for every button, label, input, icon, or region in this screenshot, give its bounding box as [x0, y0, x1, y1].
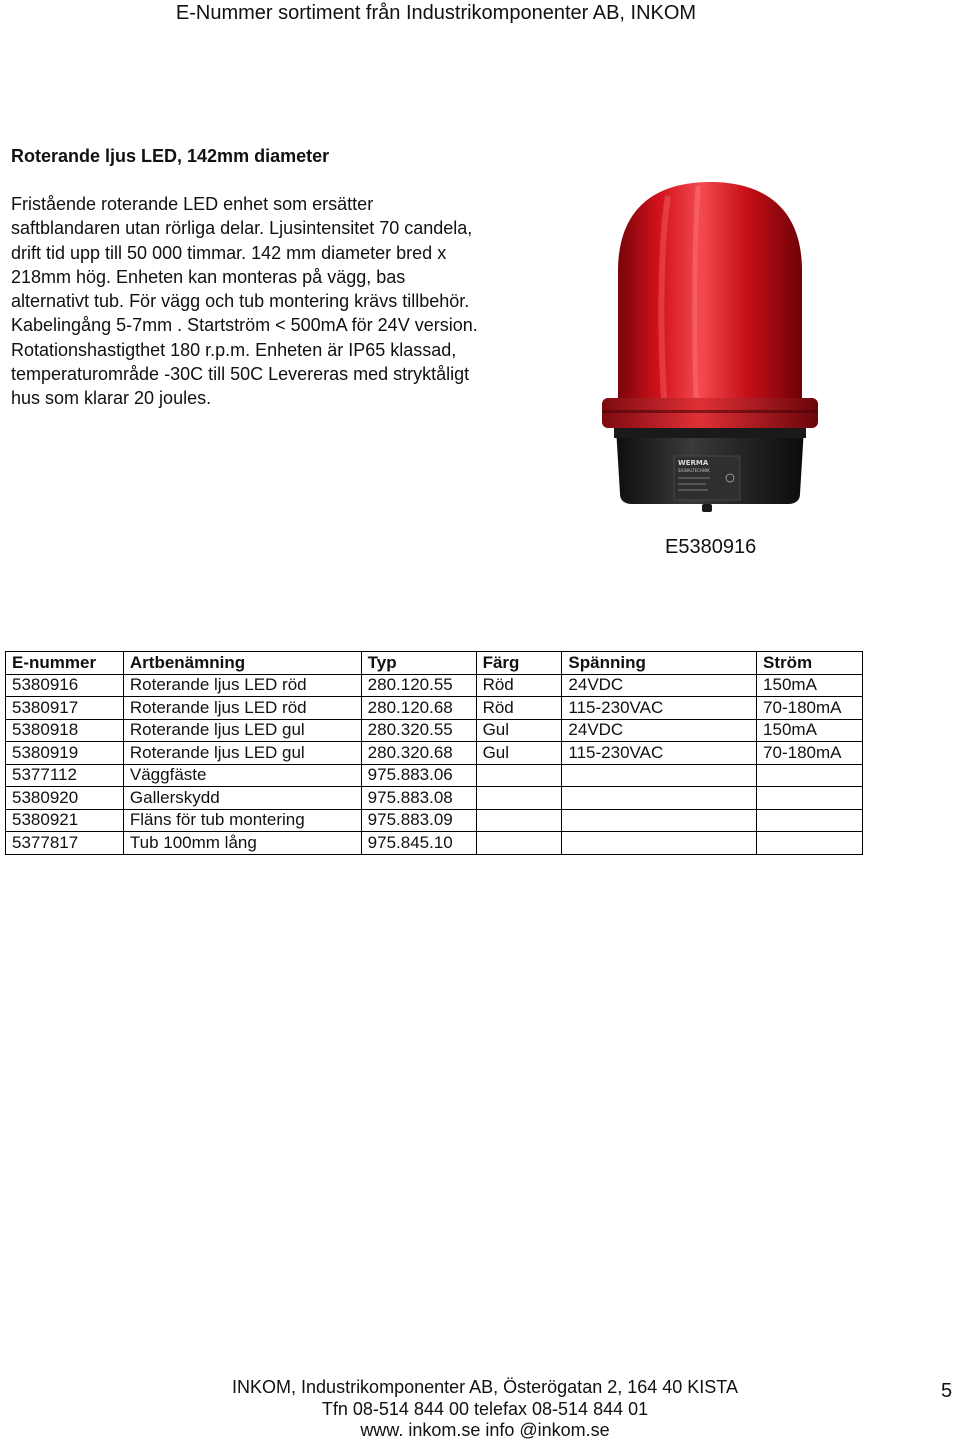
table-cell	[476, 787, 562, 810]
table-row	[6, 809, 863, 832]
table-cell: 70-180mA	[757, 742, 863, 765]
lamp-brand-sub: SIGNALTECHNIK	[678, 468, 710, 473]
table-cell	[757, 764, 863, 787]
table-cell: 5380917	[6, 697, 124, 720]
product-description	[11, 192, 591, 411]
table-cell: 24VDC	[562, 719, 757, 742]
table-cell: 150mA	[757, 674, 863, 697]
table-header-row	[6, 652, 863, 675]
table-cell	[757, 787, 863, 810]
table-cell: Väggfäste	[123, 764, 361, 787]
table-cell	[562, 832, 757, 855]
description-line: Kabelingång 5-7mm . Startström < 500mA för 24V version.	[11, 315, 478, 336]
table-cell	[562, 809, 757, 832]
table-cell: 115-230VAC	[562, 697, 757, 720]
table-cell	[476, 832, 562, 855]
table-cell: 280.120.55	[361, 674, 476, 697]
table-cell: Gallerskydd	[123, 787, 361, 810]
lamp-cable-gland	[702, 504, 712, 512]
page-header: E-Nummer sortiment från Industrikomponenter AB, INKOM	[175, 2, 697, 24]
description-line: 218mm hög. Enheten kan monteras på vägg, bas	[11, 266, 406, 287]
table-cell: Tub 100mm lång	[123, 832, 361, 855]
table-cell: 5380916	[6, 674, 124, 697]
table-cell: 115-230VAC	[562, 742, 757, 765]
lamp-dome	[618, 182, 802, 398]
table-cell	[562, 764, 757, 787]
table-cell	[562, 787, 757, 810]
table-cell: 280.320.68	[361, 742, 476, 765]
table-cell: Fläns för tub montering	[123, 809, 361, 832]
table-row	[6, 832, 863, 855]
table-cell: Röd	[476, 697, 562, 720]
table-cell: 5380920	[6, 787, 124, 810]
column-header: Färg	[476, 652, 562, 675]
table-cell: 5380918	[6, 719, 124, 742]
product-image	[598, 176, 822, 518]
lamp-brand: WERMA	[678, 459, 709, 467]
table-row	[6, 787, 863, 810]
table-cell: 975.883.09	[361, 809, 476, 832]
table-row	[6, 674, 863, 697]
page-footer	[0, 1377, 960, 1442]
table-cell: Gul	[476, 719, 562, 742]
page-number: 5	[941, 1380, 953, 1402]
table-cell: 5380919	[6, 742, 124, 765]
table-cell	[757, 832, 863, 855]
description-line: drift tid upp till 50 000 timmar. 142 mm diameter bred x	[11, 242, 447, 263]
description-line: Rotationshastigthet 180 r.p.m. Enheten är IP65 klassad,	[11, 339, 457, 360]
table-cell: Röd	[476, 674, 562, 697]
table-row	[6, 697, 863, 720]
column-header: E-nummer	[6, 652, 124, 675]
table-cell	[476, 809, 562, 832]
description-line: alternativt tub. För vägg och tub montering krävs tillbehör.	[11, 291, 470, 312]
column-header: Artbenämning	[123, 652, 361, 675]
table-cell: Roterande ljus LED röd	[123, 674, 361, 697]
table-cell: Roterande ljus LED röd	[123, 697, 361, 720]
table-row	[6, 764, 863, 787]
footer-phone: Tfn 08-514 844 00 telefax 08-514 844 01	[321, 1398, 649, 1419]
description-line: saftblandaren utan rörliga delar. Ljusintensitet 70 candela,	[11, 218, 473, 239]
table-row	[6, 742, 863, 765]
table-cell: 975.883.06	[361, 764, 476, 787]
table-cell: 280.120.68	[361, 697, 476, 720]
column-header: Ström	[757, 652, 863, 675]
table-cell: 975.883.08	[361, 787, 476, 810]
table-row	[6, 719, 863, 742]
table-cell: 280.320.55	[361, 719, 476, 742]
footer-web: www. inkom.se info @inkom.se	[360, 1420, 610, 1440]
table-cell: 5377112	[6, 764, 124, 787]
description-line: Fristående roterande LED enhet som ersätter	[11, 194, 374, 214]
table-cell: 24VDC	[562, 674, 757, 697]
image-caption: E5380916	[665, 536, 757, 558]
table-cell	[757, 809, 863, 832]
table-cell: Roterande ljus LED gul	[123, 719, 361, 742]
table-cell: Roterande ljus LED gul	[123, 742, 361, 765]
table-cell: 975.845.10	[361, 832, 476, 855]
description-line: temperaturområde -30C till 50C Levereras med stryktåligt	[11, 364, 470, 385]
table-cell: 70-180mA	[757, 697, 863, 720]
column-header: Typ	[361, 652, 476, 675]
footer-address: INKOM, Industrikomponenter AB, Österögatan 2, 164 40 KISTA	[232, 1377, 738, 1397]
table-cell: Gul	[476, 742, 562, 765]
table-cell: 5377817	[6, 832, 124, 855]
table-cell: 150mA	[757, 719, 863, 742]
column-header: Spänning	[562, 652, 757, 675]
product-table	[5, 651, 863, 855]
table-cell: 5380921	[6, 809, 124, 832]
product-title: Roterande ljus LED, 142mm diameter	[11, 146, 330, 166]
description-line: hus som klarar 20 joules.	[11, 388, 212, 409]
table-cell	[476, 764, 562, 787]
